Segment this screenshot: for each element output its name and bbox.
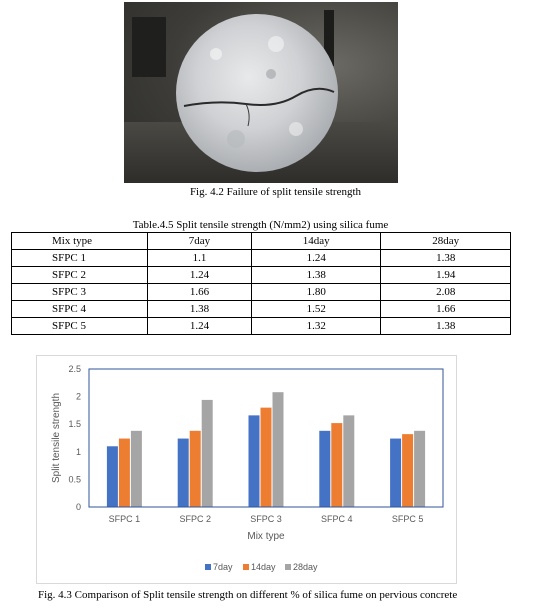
cell-mix: SFPC 1	[12, 250, 148, 267]
machine-post	[132, 17, 166, 77]
x-axis-ticks	[109, 514, 424, 524]
bar-14day-sfpc4	[331, 423, 342, 507]
chart-legend	[205, 562, 318, 572]
cell-mix: SFPC 5	[12, 318, 148, 335]
bar-14day-sfpc3	[261, 408, 272, 507]
cell-7day: 1.66	[148, 284, 252, 301]
bar-7day-sfpc4	[319, 431, 330, 507]
cell-28day: 1.38	[381, 318, 511, 335]
chart-bars	[107, 392, 425, 507]
table-row	[12, 250, 511, 267]
legend-swatch	[243, 564, 249, 570]
y-tick-label: 2.5	[68, 364, 81, 374]
bar-7day-sfpc5	[390, 439, 401, 507]
table-row	[12, 318, 511, 335]
y-axis-title: Split tensile strength	[51, 392, 62, 484]
cell-7day: 1.24	[148, 267, 252, 284]
split-tensile-chart	[36, 355, 457, 584]
cell-28day: 1.38	[381, 250, 511, 267]
y-tick-label: 0.5	[68, 474, 81, 485]
x-tick-label: SFPC 5	[391, 514, 424, 524]
cell-7day: 1.24	[148, 318, 252, 335]
bar-7day-sfpc1	[107, 446, 118, 507]
y-tick-label: 1	[75, 446, 81, 457]
bar-7day-sfpc2	[178, 439, 189, 507]
cell-28day: 1.66	[381, 301, 511, 318]
header-28day: 28day	[381, 233, 511, 250]
x-axis-title: Mix type	[247, 531, 285, 542]
x-tick-label: SFPC 4	[321, 514, 353, 524]
header-7day: 7day	[148, 233, 252, 250]
y-tick-label: 2	[75, 391, 81, 402]
cell-14day: 1.32	[251, 318, 381, 335]
y-tick-label: 1.5	[68, 419, 81, 430]
chart-canvas	[37, 356, 456, 583]
table-row	[12, 267, 511, 284]
cell-mix: SFPC 3	[12, 284, 148, 301]
cell-14day: 1.52	[251, 301, 381, 318]
table-row	[12, 301, 511, 318]
bar-14day-sfpc5	[402, 434, 413, 507]
split-tensile-failure-photo	[124, 2, 398, 183]
bar-28day-sfpc4	[343, 415, 354, 507]
table-row	[12, 284, 511, 301]
cell-28day: 2.08	[381, 284, 511, 301]
x-tick-label: SFPC 3	[250, 514, 282, 524]
crack-line	[176, 14, 338, 172]
figure-4-2-caption: Fig. 4.2 Failure of split tensile strength	[189, 186, 362, 198]
header-14day: 14day	[251, 233, 381, 250]
bar-28day-sfpc5	[414, 431, 425, 507]
x-tick-label: SFPC 2	[179, 514, 211, 524]
legend-label: 14day	[251, 562, 276, 572]
y-tick-label: 0	[75, 502, 81, 512]
split-tensile-table	[11, 232, 511, 335]
y-axis-ticks	[68, 364, 81, 512]
bar-14day-sfpc2	[190, 431, 201, 507]
bar-7day-sfpc3	[249, 415, 260, 507]
bar-14day-sfpc1	[119, 439, 130, 507]
cell-14day: 1.38	[251, 267, 381, 284]
cell-14day: 1.24	[251, 250, 381, 267]
cell-mix: SFPC 4	[12, 301, 148, 318]
legend-swatch	[285, 564, 291, 570]
bar-28day-sfpc3	[273, 392, 284, 507]
table-header-row	[12, 233, 511, 250]
bar-28day-sfpc2	[202, 400, 213, 507]
cell-28day: 1.94	[381, 267, 511, 284]
table-4-5-caption: Table.4.5 Split tensile strength (N/mm2) using silica fume	[132, 219, 389, 231]
x-tick-label: SFPC 1	[108, 514, 141, 524]
header-mix-type: Mix type	[12, 233, 148, 250]
cell-7day: 1.38	[148, 301, 252, 318]
cell-mix: SFPC 2	[12, 267, 148, 284]
cell-14day: 1.80	[251, 284, 381, 301]
legend-swatch	[205, 564, 211, 570]
legend-label: 28day	[293, 562, 318, 572]
cell-7day: 1.1	[148, 250, 252, 267]
bar-28day-sfpc1	[131, 431, 142, 507]
figure-4-3-caption: Fig. 4.3 Comparison of Split tensile strength on different % of silica fume on pervious concrete	[38, 589, 458, 601]
legend-label: 7day	[213, 562, 233, 572]
